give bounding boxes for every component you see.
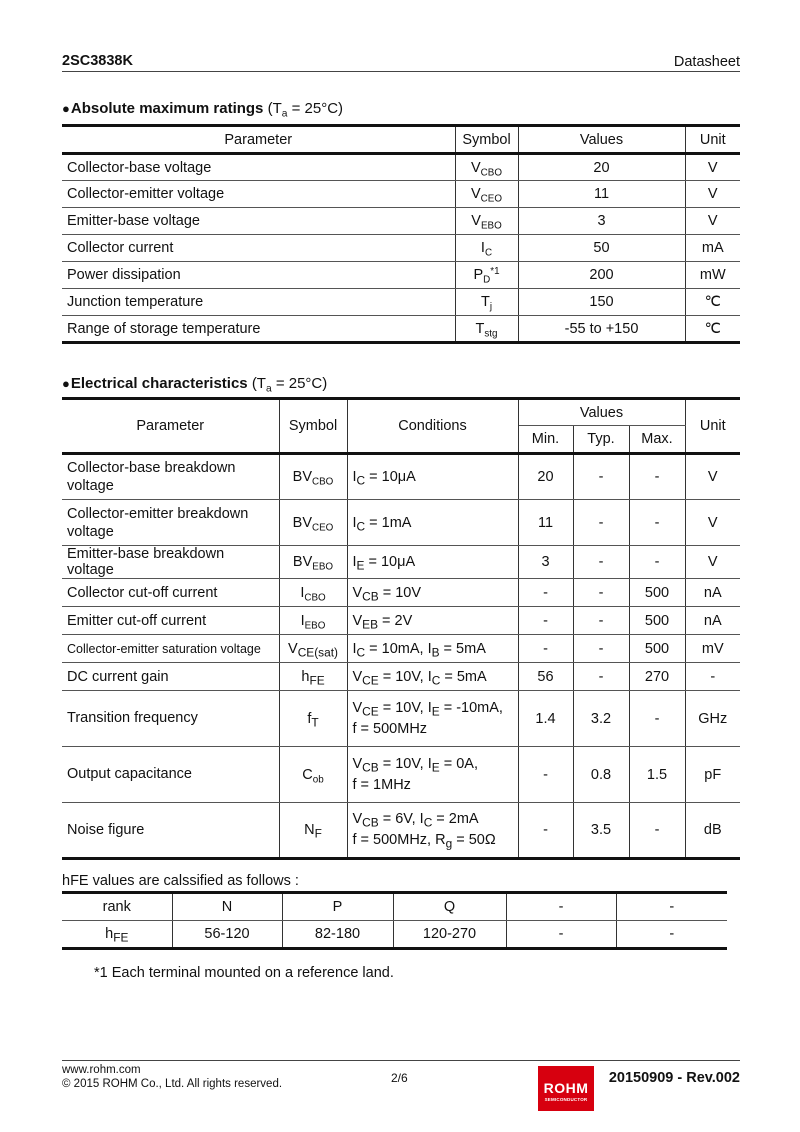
table-row: Emitter-base voltage $V_{EBO}$ 3 V — [62, 208, 740, 235]
revision: 20150909 - Rev.002 — [608, 1070, 740, 1086]
symbol: $C_{ob}$ — [279, 747, 347, 803]
symbol: $BV_{CBO}$ — [279, 454, 347, 500]
table-row: Transition frequency $f_T$ $V_{CE} = 10V$, $I_E = -10mA$, f = 500MHz 1.4 3.2 - GHz — [62, 691, 740, 747]
table-row: Collector-base voltage $V_{CBO}$ 20 V — [62, 154, 740, 181]
symbol: $I_{EBO}$ — [279, 607, 347, 635]
table-row: Collector-emitter voltage $V_{CEO}$ 11 V — [62, 181, 740, 208]
symbol: $P_D^{*1}$ — [455, 262, 518, 289]
table-row: Output capacitance $C_{ob}$ $V_{CB} = 10V$, $I_E = 0A$, f = 1MHz - 0.8 1.5 pF — [62, 747, 740, 803]
symbol: $I_C$ — [455, 235, 518, 262]
table-row: Collector cut-off current $I_{CBO}$ $V_{CB} = 10V$ - - 500 nA — [62, 579, 740, 607]
website-link[interactable]: www.rohm.com — [62, 1064, 141, 1076]
footer-divider — [62, 1060, 740, 1061]
conditions: $V_{CB} = 6V$, $I_C = 2mA$ f = 500MHz, $R_g = 50\Omega$ — [347, 803, 518, 859]
abs-max-title: ●Absolute maximum ratings $(T_a = 25^\circ C)$ — [62, 100, 344, 120]
doc-type: Datasheet — [673, 54, 740, 70]
col-header-max: Max. — [629, 426, 685, 454]
conditions: $V_{EB} = 2V$ — [347, 607, 518, 635]
col-header-unit: Unit — [685, 399, 740, 454]
hfe-caption: hFE values are calssified as follows : — [62, 873, 299, 889]
table-row: Noise figure $N_F$ $V_{CB} = 6V$, $I_C = 2mA$ f = 500MHz, $R_g = 50\Omega$ - 3.5 - dB — [62, 803, 740, 859]
hfe-row: $h_{FE}$ 56-120 82-180 120-270 - - — [62, 921, 727, 949]
col-header-unit: Unit — [685, 126, 740, 154]
page-number: 2/6 — [391, 1071, 408, 1085]
symbol: $I_{CBO}$ — [279, 579, 347, 607]
conditions: $I_C = 10\mu A$ — [347, 454, 518, 500]
bullet-icon: ● — [62, 376, 70, 391]
table-row: Collector-base breakdown voltage $BV_{CBO}$ $I_C = 10\mu A$ 20 - - V — [62, 454, 740, 500]
bullet-icon: ● — [62, 101, 70, 116]
symbol: $BV_{CEO}$ — [279, 500, 347, 546]
rank-row: rank N P Q - - — [62, 893, 727, 921]
col-header-min: Min. — [518, 426, 573, 454]
page-header — [62, 52, 740, 72]
symbol: $T_j$ — [455, 289, 518, 316]
col-header-symbol: Symbol — [455, 126, 518, 154]
part-number: 2SC3838K — [62, 53, 133, 69]
table-row: Collector current $I_C$ 50 mA — [62, 235, 740, 262]
table-row: DC current gain $h_{FE}$ $V_{CE} = 10V$, $I_C = 5mA$ 56 - 270 - — [62, 663, 740, 691]
table-row: Emitter cut-off current $I_{EBO}$ $V_{EB} = 2V$ - - 500 nA — [62, 607, 740, 635]
symbol: $N_F$ — [279, 803, 347, 859]
elec-title: ●Electrical characteristics $(T_a = 25^\circ C)$ — [62, 375, 328, 395]
symbol: $f_T$ — [279, 691, 347, 747]
col-header-parameter: Parameter — [62, 399, 279, 454]
abs-max-table — [62, 124, 740, 344]
conditions: $V_{CB} = 10V$, $I_E = 0A$, f = 1MHz — [347, 747, 518, 803]
footer-info — [62, 1063, 282, 1091]
hfe-class-table — [62, 891, 727, 950]
footnote: *1 Each terminal mounted on a reference land. — [94, 965, 394, 981]
col-header-conditions: Conditions — [347, 399, 518, 454]
conditions: $I_E = 10\mu A$ — [347, 546, 518, 579]
conditions: $I_C = 10mA$, $I_B = 5mA$ — [347, 635, 518, 663]
conditions: $V_{CE} = 10V$, $I_E = -10mA$, f = 500MHz — [347, 691, 518, 747]
symbol: $V_{EBO}$ — [455, 208, 518, 235]
elec-char-table — [62, 397, 740, 860]
table-row: Emitter-base breakdown voltage $BV_{EBO}$ $I_E = 10\mu A$ 3 - - V — [62, 546, 740, 579]
col-header-symbol: Symbol — [279, 399, 347, 454]
symbol: $V_{CE(sat)}$ — [279, 635, 347, 663]
symbol: $V_{CBO}$ — [455, 154, 518, 181]
table-row: Range of storage temperature $T_{stg}$ -55 to +150 ℃ — [62, 316, 740, 343]
rohm-logo: ROHM SEMICONDUCTOR — [538, 1066, 594, 1111]
col-header-typ: Typ. — [573, 426, 629, 454]
table-row: Junction temperature $T_j$ 150 ℃ — [62, 289, 740, 316]
col-header-parameter: Parameter — [62, 126, 455, 154]
conditions: $V_{CB} = 10V$ — [347, 579, 518, 607]
col-header-values: Values — [518, 399, 685, 426]
conditions: $V_{CE} = 10V$, $I_C = 5mA$ — [347, 663, 518, 691]
symbol: $V_{CEO}$ — [455, 181, 518, 208]
symbol: $h_{FE}$ — [279, 663, 347, 691]
table-row: Collector-emitter breakdown voltage $BV_{CEO}$ $I_C = 1mA$ 11 - - V — [62, 500, 740, 546]
table-row: Power dissipation $P_D^{*1}$ 200 mW — [62, 262, 740, 289]
symbol: $T_{stg}$ — [455, 316, 518, 343]
col-header-values: Values — [518, 126, 685, 154]
symbol: $BV_{EBO}$ — [279, 546, 347, 579]
table-row: Collector-emitter saturation voltage $V_{CE(sat)}$ $I_C = 10mA$, $I_B = 5mA$ - - 500 mV — [62, 635, 740, 663]
copyright: © 2015 ROHM Co., Ltd. All rights reserved. — [62, 1078, 283, 1090]
conditions: $I_C = 1mA$ — [347, 500, 518, 546]
